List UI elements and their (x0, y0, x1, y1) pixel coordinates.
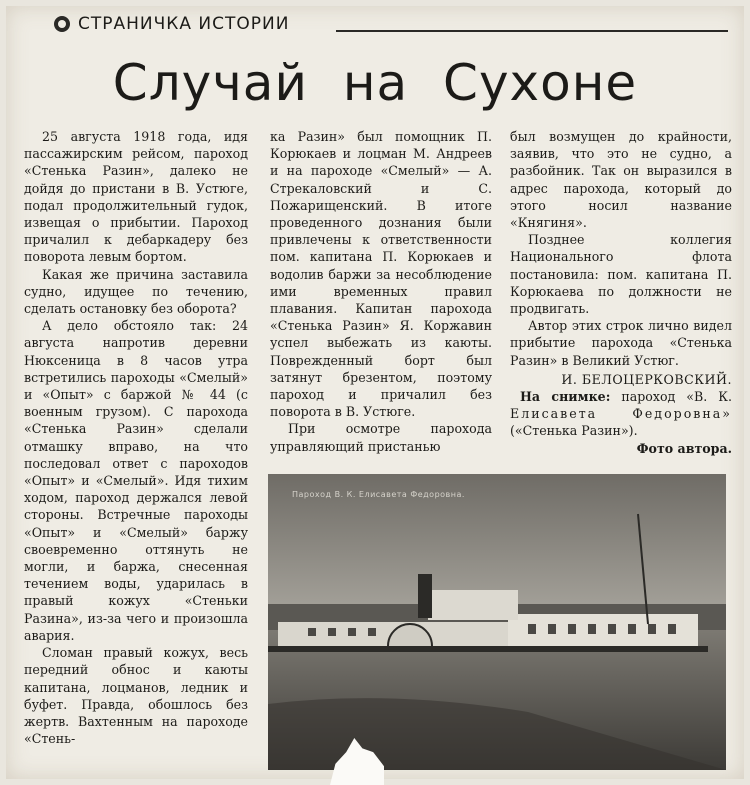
author-signature: И. БЕЛОЦЕРКОВСКИЙ. (561, 371, 732, 387)
rubric-header (54, 14, 289, 34)
paragraph: Какая же причина заставила судно, идущее по течению, сделать остановку без оборота? (24, 266, 248, 317)
caption-text: пароход «В. К. (621, 389, 732, 405)
paragraph: был возмущен до крайности, заявив, что это не судно, а разбойник. Так он выразился в адрес парохода, который до этого носил название «Княгиня». (510, 129, 732, 231)
caption-label: На снимке: (520, 389, 611, 405)
photo-credit: Фото автора. (636, 440, 732, 456)
paragraph: При осмотре парохода управляющий пристанью (270, 421, 492, 454)
bullet-icon (54, 16, 70, 32)
article-column-2 (270, 128, 492, 455)
paragraph: 25 августа 1918 года, идя пассажирским рейсом, пароход «Стенька Разин», далеко не дойдя до пристани в В. Устюге, подал продолжительный гудок, извещая о прибытии. Пароход причалил к дебаркадеру без поворота левым бортом. (24, 129, 248, 265)
article-column-3 (510, 128, 732, 457)
steamship-photo (268, 474, 726, 770)
paragraph: А дело обстояло так: 24 августа напротив деревни Нюксеница в 8 часов утра встретились пароходы «Смелый» и «Опыт» с баржой № 44 (с военным грузом). С парохода «Стенька Разин» сделали отмашку вправо, на что последовал ответ с пароходов «Опыт» и «Смелый». Идя тихим ходом, пароход держался левой стороны. Встречные пароходы «Опыт» и «Смелый» баржу своевременно оттянуть не могли, и баржа, снесенная течением воды, ударилась в правый кожух «Стеньки Разина», из-за чего и произошла авария. (24, 318, 248, 643)
caption-ship-name: Елисавета Федоровна» (510, 406, 732, 422)
paragraph: Сломан правый кожух, весь передний обнос и каюты капитана, лоцманов, ледник и буфет. Правда, обошлось без жертв. Вахтенным на пароходе «Стень- (24, 645, 248, 747)
article-column-1 (24, 128, 248, 747)
caption-alt-name: («Стенька Разин»). (510, 423, 638, 439)
photo-inscription: Пароход В. К. Елисавета Федоровна. (292, 490, 465, 499)
paragraph: Позднее коллегия Национального флота постановила: пом. капитана П. Корюкаева по должности не продвигать. (510, 232, 732, 317)
paragraph: Автор этих строк лично видел прибытие парохода «Стенька Разин» в Великий Устюг. (510, 318, 732, 368)
rubric-rule (336, 30, 728, 32)
paragraph: ка Разин» был помощник П. Корюкаев и лоцман М. Андреев и на пароходе «Смелый» — А. Стрекаловский и С. Пожарищенский. В итоге проведенного дознания были привлечены к ответственности пом. капитана П. Корюкаев и водолив баржи за несоблюдение ими временных правил плавания. Капитан парохода «Стенька Разин» Я. Коржавин успел выбежать из каюты. Поврежденный борт был затянут брезентом, поэтому пароход и причалил без поворота в В. Устюге. (270, 129, 492, 420)
photo-caption (510, 388, 732, 440)
rubric-label: СТРАНИЧКА ИСТОРИИ (78, 14, 290, 34)
steamship-illustration (268, 474, 726, 770)
article-headline: Случай на Сухоне (112, 54, 638, 112)
